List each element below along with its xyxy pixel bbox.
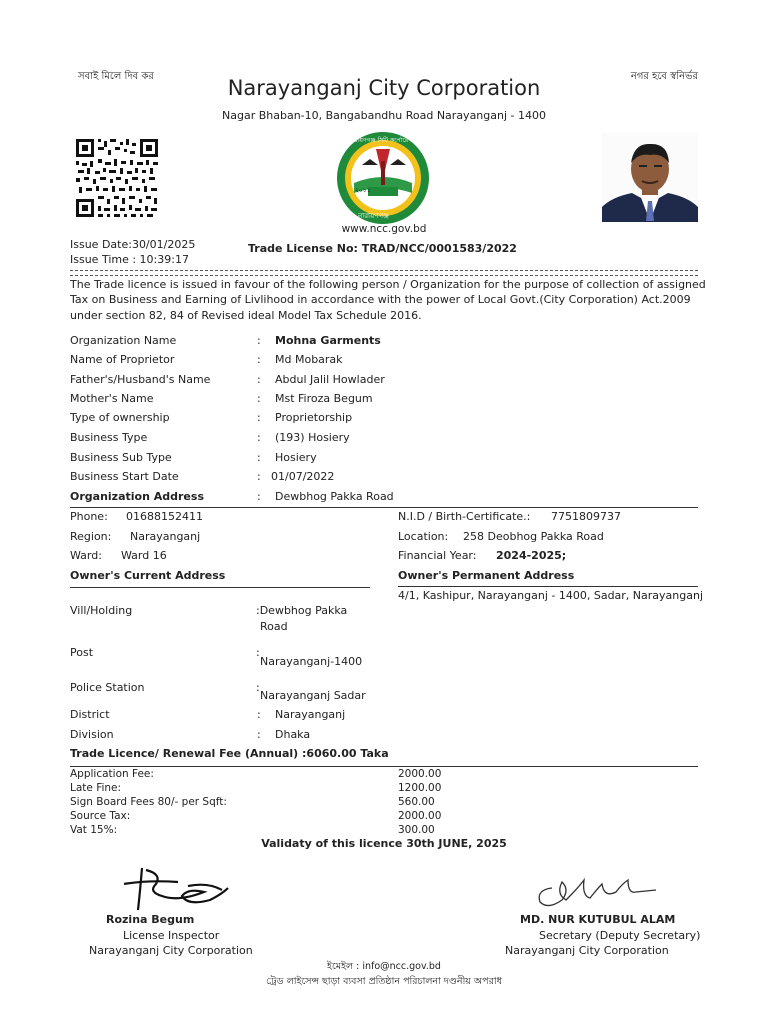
left-signatory-title: License Inspector <box>123 929 220 942</box>
nid-value: 7751809737 <box>551 510 621 523</box>
fee-amount: 1200.00 <box>398 782 442 794</box>
right-signature <box>532 870 662 914</box>
left-signature <box>118 862 248 914</box>
detail-label: Organization Name <box>70 334 177 347</box>
post-label: Post <box>70 646 94 659</box>
phone-label: Phone: <box>70 510 108 523</box>
detail-label: Business Start Date <box>70 470 179 483</box>
colon: : <box>257 728 261 741</box>
divider <box>70 766 698 767</box>
motto-left: সবাই মিলে দিব কর <box>78 71 154 82</box>
financial-year-value: 2024-2025; <box>496 549 567 562</box>
division-label: Division <box>70 728 114 741</box>
issue-date: Issue Date:30/01/2025 <box>70 238 196 251</box>
current-address-heading: Owner's Current Address <box>70 569 226 582</box>
ward-value: Ward 16 <box>121 549 167 562</box>
financial-year-label: Financial Year: <box>398 549 477 562</box>
page-title: Narayanganj City Corporation <box>227 76 541 100</box>
fee-amount: 2000.00 <box>398 768 442 780</box>
issue-time: Issue Time : 10:39:17 <box>70 253 189 266</box>
detail-value: Md Mobarak <box>275 353 343 366</box>
motto-right: নগর হবে স্বনির্ভর <box>630 71 698 82</box>
qr-code <box>74 137 160 219</box>
vill-value-line2: Road <box>260 620 288 633</box>
divider-dashed <box>70 270 698 271</box>
detail-value: Hosiery <box>275 451 317 464</box>
district-label: District <box>70 708 110 721</box>
colon: : <box>256 646 260 659</box>
location-label: Location: <box>398 530 449 543</box>
ward-label: Ward: <box>70 549 102 562</box>
left-signatory-org: Narayanganj City Corporation <box>89 944 253 957</box>
divider <box>398 586 698 587</box>
detail-value: Proprietorship <box>275 411 353 424</box>
phone-value: 01688152411 <box>126 510 203 523</box>
org-address: Nagar Bhaban-10, Bangabandhu Road Narayanganj - 1400 <box>222 109 546 122</box>
detail-label: Organization Address <box>70 490 204 503</box>
right-signatory-org: Narayanganj City Corporation <box>505 944 669 957</box>
detail-label: Father's/Husband's Name <box>70 373 211 386</box>
footer-warning: ট্রেড লাইসেন্স ছাড়া ব্যবসা প্রতিষ্ঠান পরিচালনা দণ্ডনীয় অপরাধ <box>266 976 502 987</box>
website: www.ncc.gov.bd <box>341 223 427 235</box>
divider <box>70 587 370 588</box>
owner-photo <box>602 133 698 222</box>
intro-line: under section 82, 84 of Revised ideal Model Tax Schedule 2016. <box>70 309 422 322</box>
location-value: 258 Deobhog Pakka Road <box>463 530 604 543</box>
police-station-value: Narayanganj Sadar <box>260 689 366 702</box>
fee-label: Source Tax: <box>70 810 131 822</box>
right-signatory-title: Secretary (Deputy Secretary) <box>539 929 701 942</box>
colon: : <box>257 411 261 424</box>
license-number: Trade License No: TRAD/NCC/0001583/2022 <box>248 242 517 255</box>
detail-label: Mother's Name <box>70 392 154 405</box>
vill-label: Vill/Holding <box>70 604 133 617</box>
divider <box>70 507 698 508</box>
organization-name: Mohna Garments <box>275 334 381 347</box>
detail-value: 01/07/2022 <box>271 470 335 483</box>
nid-label: N.I.D / Birth-Certificate.: <box>398 510 531 523</box>
right-signatory-name: MD. NUR KUTUBUL ALAM <box>520 913 676 926</box>
logo-bottom-text: নারায়ণগঞ্জ <box>358 212 390 220</box>
division-value: Dhaka <box>275 728 311 741</box>
colon: : <box>257 490 261 503</box>
detail-label: Business Type <box>70 431 148 444</box>
fee-label: Application Fee: <box>70 768 154 780</box>
fee-heading: Trade Licence/ Renewal Fee (Annual) :6060.00 Taka <box>70 747 389 760</box>
intro-line: The Trade licence is issued in favour of the following person / Organization for the purpose of collection of assigned <box>70 278 706 291</box>
colon: : <box>257 392 261 405</box>
left-signatory-name: Rozina Begum <box>106 913 195 926</box>
footer-email: ইমেইল : info@ncc.gov.bd <box>327 961 441 972</box>
logo-text: নারায়ণগঞ্জ সিটি কর্পোরেশন <box>349 137 416 144</box>
colon: : <box>257 708 261 721</box>
fee-label: Sign Board Fees 80/- per Sqft: <box>70 796 227 808</box>
logo-year: ২০১১ <box>355 187 371 194</box>
fee-label: Vat 15%: <box>70 824 118 836</box>
detail-label: Name of Proprietor <box>70 353 175 366</box>
permanent-address-value: 4/1, Kashipur, Narayanganj - 1400, Sadar, Narayanganj <box>398 589 704 602</box>
region-label: Region: <box>70 530 112 543</box>
colon: : <box>257 470 261 483</box>
fee-label: Late Fine: <box>70 782 122 794</box>
detail-value: Dewbhog Pakka Road <box>275 490 394 503</box>
detail-value: Mst Firoza Begum <box>275 392 373 405</box>
region-value: Narayanganj <box>130 530 201 543</box>
colon: : <box>256 681 260 694</box>
detail-label: Type of ownership <box>70 411 170 424</box>
fee-amount: 560.00 <box>398 796 435 808</box>
fee-amount: 2000.00 <box>398 810 442 822</box>
district-value: Narayanganj <box>275 708 346 721</box>
colon: : <box>257 431 261 444</box>
colon: : <box>257 451 261 464</box>
divider-dashed <box>70 275 698 276</box>
colon: : <box>257 334 261 347</box>
detail-label: Business Sub Type <box>70 451 172 464</box>
fee-amount: 300.00 <box>398 824 435 836</box>
permanent-address-heading: Owner's Permanent Address <box>398 569 575 582</box>
colon: : <box>257 353 261 366</box>
vill-value-line1: :Dewbhog Pakka <box>256 604 348 617</box>
detail-value: Abdul Jalil Howlader <box>275 373 385 386</box>
intro-line: Tax on Business and Earning of Livlihood in accordance with the power of Local Govt.(City Corporation) Act.2009 <box>70 293 691 306</box>
detail-value: (193) Hosiery <box>275 431 350 444</box>
police-station-label: Police Station <box>70 681 145 694</box>
colon: : <box>257 373 261 386</box>
validity-text: Validaty of this licence 30th JUNE, 2025 <box>261 837 507 850</box>
post-value: Narayanganj-1400 <box>260 655 363 668</box>
